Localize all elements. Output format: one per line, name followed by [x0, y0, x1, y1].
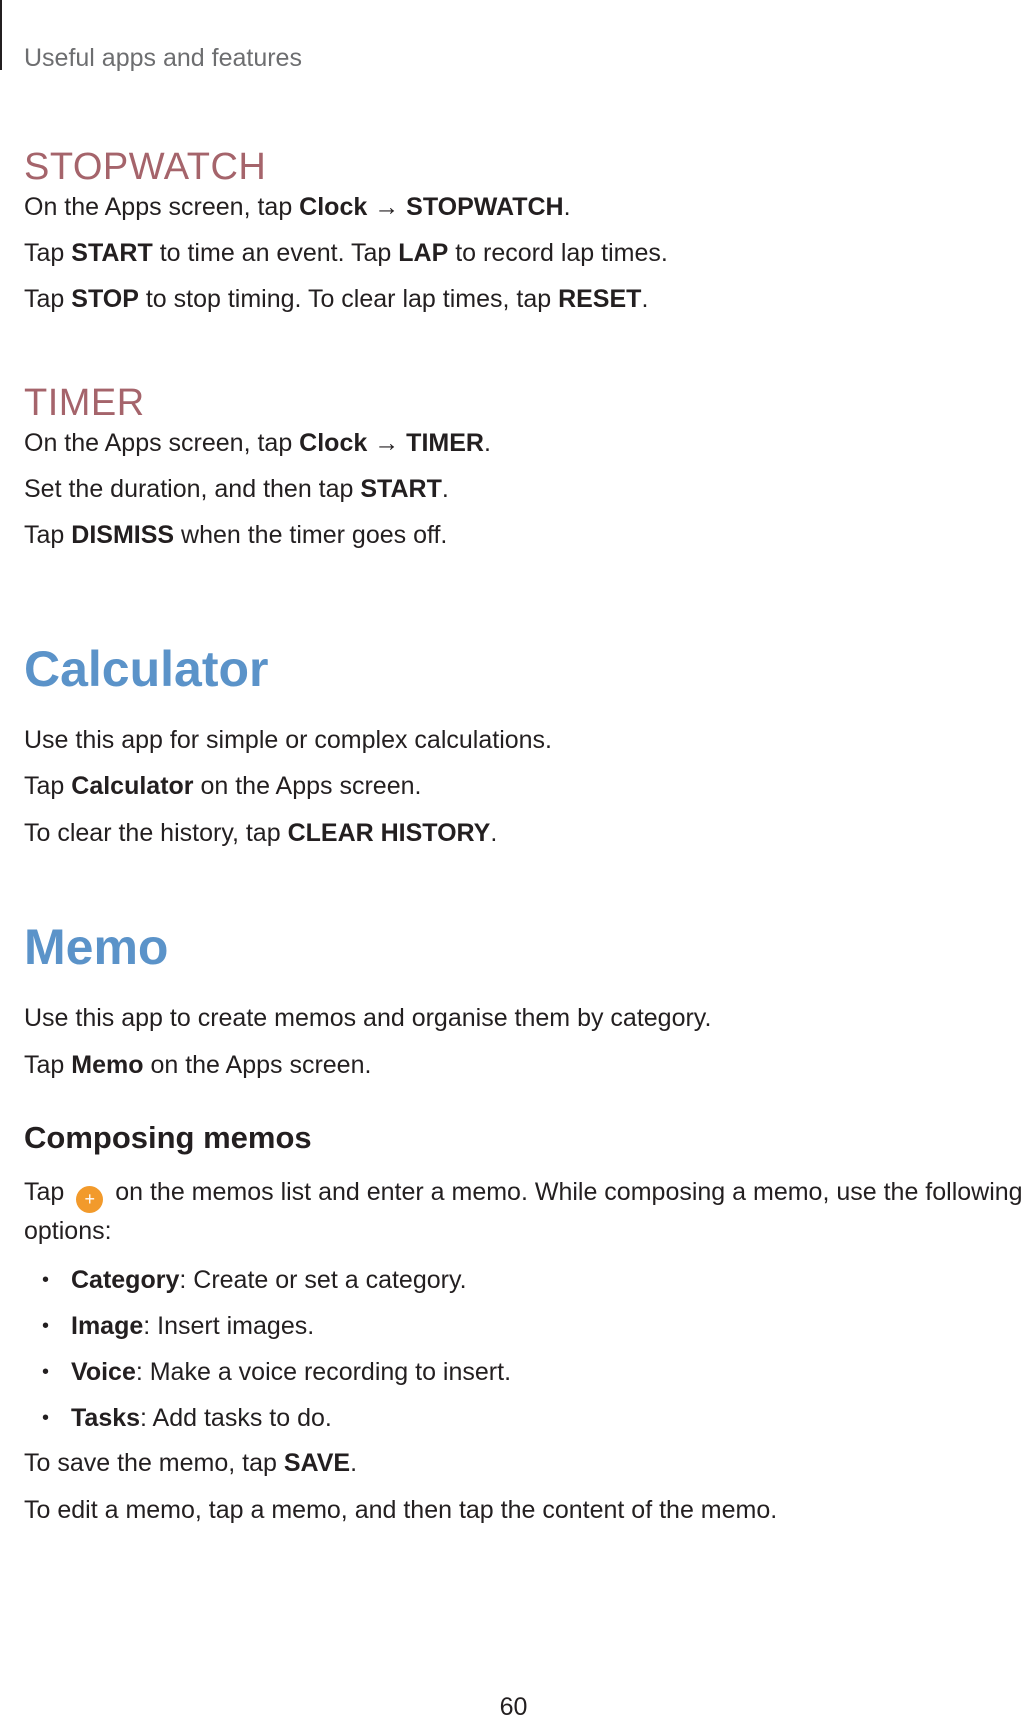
- arrow: →: [367, 193, 407, 221]
- arrow: →: [367, 429, 407, 457]
- margin-rule: [0, 0, 2, 70]
- bullet: •: [42, 1407, 50, 1429]
- text: to stop timing. To clear lap times, tap: [138, 285, 559, 313]
- option-desc: : Add tasks to do.: [140, 1404, 332, 1432]
- timer-heading: TIMER: [24, 382, 145, 424]
- text: To save the memo, tap: [24, 1449, 284, 1477]
- text: .: [441, 475, 449, 503]
- text: on the Apps screen.: [143, 1051, 372, 1079]
- text: to time an event. Tap: [152, 239, 399, 267]
- lap-label: LAP: [398, 239, 449, 267]
- stopwatch-step-1: [24, 192, 571, 222]
- option-desc: : Make a voice recording to insert.: [135, 1358, 512, 1386]
- calculator-step-2: [24, 818, 497, 848]
- bullet: •: [42, 1361, 50, 1383]
- clock-label: Clock: [299, 429, 368, 457]
- memo-save-step: [24, 1448, 357, 1478]
- text: Tap: [24, 285, 72, 313]
- memo-step-1: [24, 1050, 371, 1080]
- stop-label: STOP: [71, 285, 139, 313]
- memo-desc: Use this app to create memos and organise them by category.: [24, 1004, 712, 1032]
- text: Tap: [24, 1178, 72, 1206]
- text: Set the duration, and then tap: [24, 475, 361, 503]
- stopwatch-heading: STOPWATCH: [24, 146, 267, 188]
- option-desc: : Create or set a category.: [179, 1266, 467, 1294]
- text: Tap: [24, 772, 72, 800]
- stopwatch-step-2: [24, 238, 668, 268]
- calculator-heading: Calculator: [24, 641, 269, 697]
- text: when the timer goes off.: [174, 521, 448, 549]
- calculator-label: Calculator: [71, 772, 194, 800]
- reset-label: RESET: [558, 285, 642, 313]
- text: .: [641, 285, 649, 313]
- start-label: START: [71, 239, 153, 267]
- text: on the Apps screen.: [193, 772, 422, 800]
- text: To clear the history, tap: [24, 819, 288, 847]
- option-item-image: [24, 1311, 924, 1341]
- dismiss-label: DISMISS: [71, 521, 175, 549]
- text: .: [483, 429, 491, 457]
- option-item-category: [24, 1265, 924, 1295]
- timer-step-3: [24, 520, 447, 550]
- option-desc: : Insert images.: [143, 1312, 315, 1340]
- page-header: Useful apps and features: [24, 44, 302, 72]
- timer-label: TIMER: [406, 429, 484, 457]
- option-label: Image: [71, 1312, 144, 1340]
- calculator-step-1: [24, 771, 421, 801]
- option-label: Tasks: [71, 1404, 141, 1432]
- option-label: Category: [71, 1266, 180, 1294]
- bullet: •: [42, 1315, 50, 1337]
- text: .: [490, 819, 498, 847]
- text: Tap: [24, 1051, 72, 1079]
- composing-memos-heading: Composing memos: [24, 1120, 312, 1155]
- timer-step-1: [24, 428, 491, 458]
- text: On the Apps screen, tap: [24, 193, 300, 221]
- save-label: SAVE: [283, 1449, 351, 1477]
- text: .: [563, 193, 571, 221]
- clear-history-label: CLEAR HISTORY: [287, 819, 491, 847]
- option-item-voice: [24, 1357, 924, 1387]
- text: on the memos list and enter a memo. While composing a memo, use the following: [108, 1178, 1023, 1206]
- add-icon: +: [76, 1186, 103, 1213]
- composing-intro-line-1: [24, 1177, 1023, 1213]
- text: On the Apps screen, tap: [24, 429, 300, 457]
- stopwatch-label: STOPWATCH: [406, 193, 564, 221]
- timer-step-2: [24, 474, 449, 504]
- text: to record lap times.: [448, 239, 668, 267]
- stopwatch-step-3: [24, 284, 648, 314]
- option-label: Voice: [71, 1358, 136, 1386]
- calculator-desc: Use this app for simple or complex calculations.: [24, 726, 553, 754]
- start-label: START: [360, 475, 442, 503]
- page-number: 60: [499, 1693, 528, 1721]
- option-item-tasks: [24, 1403, 924, 1433]
- memo-label: Memo: [71, 1051, 144, 1079]
- memo-heading: Memo: [24, 919, 169, 975]
- clock-label: Clock: [299, 193, 368, 221]
- bullet: •: [42, 1269, 50, 1291]
- text: Tap: [24, 521, 72, 549]
- memo-edit-step: To edit a memo, tap a memo, and then tap the content of the memo.: [24, 1496, 778, 1524]
- text: Tap: [24, 239, 72, 267]
- text: .: [350, 1449, 358, 1477]
- composing-intro-line-2: options:: [24, 1217, 112, 1245]
